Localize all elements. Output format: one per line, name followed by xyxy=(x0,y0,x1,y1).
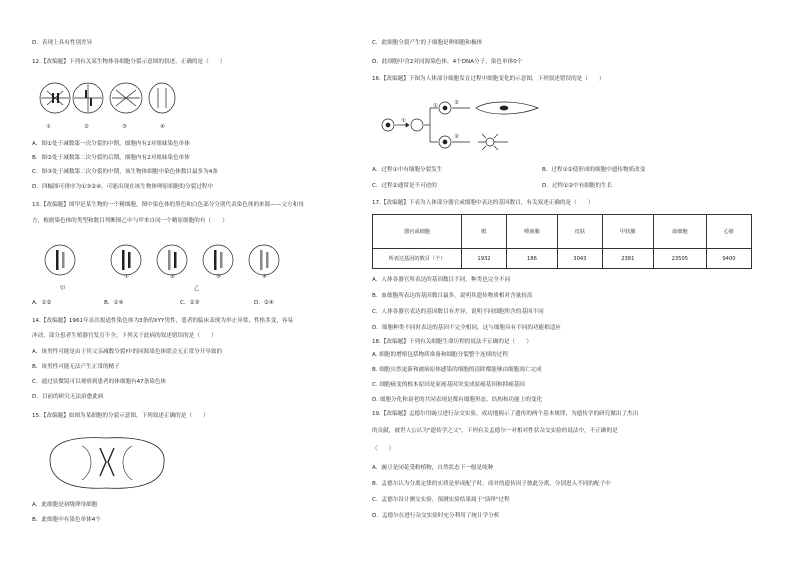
q15-option-b: B．此细胞中有染色单体4个 xyxy=(32,517,101,523)
q13-option-a: A．①② xyxy=(32,300,52,306)
q18-stem: 18.【改编题】下列有关细胞生命历程的说法不正确的是（ ） xyxy=(372,339,532,345)
q17-header-cell: 甲状腺 xyxy=(602,215,653,249)
q12-fig-label-3: ③ xyxy=(122,124,127,130)
q19-option-d: D．孟德尔在进行杂交实验时充分利用了统计学分析 xyxy=(372,513,500,519)
q17-data-cell: 9400 xyxy=(706,249,751,269)
q12-option-a: A．图①处于减数第一次分裂的中期，细胞内有2对姐妹染色单体 xyxy=(32,141,190,147)
q17-option-c: C．人体各器官表达的基因数目有差异，说明不同细胞所含的基因不同 xyxy=(372,309,544,315)
q16-stem: 16.【改编题】下图为人体部分细胞发育过程中细胞变化的示意图，下列叙述错误的是（ ） xyxy=(372,76,605,82)
q11-option-d: D．表现上具有性别差异 xyxy=(32,40,93,46)
q17-option-b: B．血细胞所表达的基因数目最多，说明其遗传物质相对含量较高 xyxy=(372,293,533,299)
q14-option-d: D．目前的研究无法治愈此病 xyxy=(32,394,104,400)
q18-option-a: A. 细胞的增殖包括物质准备和细胞分裂整个连续的过程 xyxy=(372,352,508,358)
q19-stem-line1: 19.【改编题】孟德尔用豌豆进行杂交实验，成功地揭示了遗传的两个基本规律，为遗传学的研究做出了杰出 xyxy=(372,411,639,417)
q13-fig-label-jia: 甲 xyxy=(60,286,66,292)
q13-fig-label-3: ③ xyxy=(216,274,221,280)
q16-fig-label-1b: ① xyxy=(433,103,438,109)
q15-option-a: A．此细胞是初级卵母细胞 xyxy=(32,502,98,508)
q15-stem: 15.【改编题】如图为某细胞的分裂示意图，下列叙述正确的是（ ） xyxy=(32,413,209,419)
q17-data-cell: 所表达基因的数目（个） xyxy=(373,249,462,269)
q15-option-c: C．此细胞分裂产生的子细胞是卵细胞和极体 xyxy=(372,40,483,46)
q17-data-cell: 3043 xyxy=(557,249,602,269)
q14-stem-line1: 14.【改编题】1961年首次报道性染色体为3条的XYY男性，患者的临床表现为举止异常，性格多变，容易 xyxy=(32,318,294,324)
q16-fig-label-2b: ② xyxy=(454,134,459,140)
q13-fig-label-2: ② xyxy=(170,274,175,280)
q13-stem-line2: 方，根据染色体的类型和数目判断图乙中与甲来自同一个精原细胞的有（ ） xyxy=(32,218,228,224)
q19-option-a: A．豌豆是闭花受粉植物，自然状态下一般是纯种 xyxy=(372,465,494,471)
q17-option-a: A．人体各器官所表达的基因数目不同，种类也完全不同 xyxy=(372,277,511,283)
q18-option-b: B. 细胞自然更新和被病原体感染的细胞的清除都能够由细胞凋亡完成 xyxy=(372,367,542,373)
q18-option-d: D. 细胞分化和衰老的共同表现是都有细胞形态、结构和功能上的变化 xyxy=(372,397,543,403)
q12-fig-label-4: ④ xyxy=(160,124,165,130)
q17-header-cell: 皮肤 xyxy=(557,215,602,249)
q14-stem-line2: 冲动，部分患者生殖器官发育不全。下列关于此病的叙述错误的是（ ） xyxy=(32,333,217,339)
q16-fig-label-1a: ① xyxy=(401,118,406,124)
q17-option-d: D．细胞种类不同时表达的基因不完全相同，这与细胞具有不同的功能相适应 xyxy=(372,325,561,331)
q12-fig-label-2: ② xyxy=(84,124,89,130)
q17-table-data-row xyxy=(373,249,752,269)
q17-data-cell: 186 xyxy=(507,249,558,269)
q14-option-c: C．通过显微镜可以观察到患者的体细胞有47条染色体 xyxy=(32,379,167,385)
q13-stem-line1: 13.【改编题】图甲是某生物的一个精细胞，图中染色体的黑色和白色部分分别代表染色体的来源——父方和母 xyxy=(32,202,304,208)
q14-option-a: A．该男性可能是由于其父亲减数分裂Ⅰ中的同源染色体联会无正常分开导致的 xyxy=(32,349,223,355)
q13-fig-label-1: ① xyxy=(124,274,129,280)
q12-cell-division-figure xyxy=(38,76,188,124)
q17-data-cell: 2381 xyxy=(602,249,653,269)
q13-option-c: C．②③ xyxy=(180,300,200,306)
q12-option-d: D．四幅图可排序为①③②④，可能出现在该生物体卵原细胞的分裂过程中 xyxy=(32,184,213,190)
q16-option-c: C．过程②通常是不可逆的 xyxy=(372,183,437,189)
q17-data-cell: 1932 xyxy=(462,249,507,269)
q17-stem: 17.【改编题】下表为人体部分器官或细胞中表达的基因数目，有关叙述正确的是（ ） xyxy=(372,200,594,206)
q16-fig-label-2a: ② xyxy=(454,100,459,106)
q19-option-c: C．孟德尔设计测交实验，预测实验结果属于"演绎"过程 xyxy=(372,497,510,503)
q17-header-cell: 器官或细胞 xyxy=(373,215,462,249)
q16-option-a: A．过程①中有细胞分裂发生 xyxy=(372,167,443,173)
q14-option-b: B．该男性可能无法产生正常的精子 xyxy=(32,364,120,370)
q17-table-header-row xyxy=(373,215,752,249)
q16-option-b: B．过程①②使形成的细胞中遗传物质改变 xyxy=(542,167,646,173)
q17-gene-table xyxy=(372,214,752,269)
q13-option-d: D．②④ xyxy=(254,300,274,306)
q12-fig-label-1: ① xyxy=(46,124,51,130)
q13-option-b: B．①④ xyxy=(104,300,124,306)
q18-option-c: C. 细胞癌变的根本原因是原癌基因突变成原癌基因和抑癌基因 xyxy=(372,382,525,388)
q17-header-cell: 唾液腺 xyxy=(507,215,558,249)
q16-option-d: D．过程①②中有细胞的生长 xyxy=(542,183,613,189)
q15-cell-figure xyxy=(42,430,172,496)
q19-stem-line2: 的贡献，被世人公认为"遗传学之父"。下列有关孟德尔一对相对性状杂交实验的说法中，不正确的是 xyxy=(372,428,618,434)
q13-fig-label-yi: 乙 xyxy=(194,286,200,292)
q12-option-b: B．图②处于减数第二次分裂的后期，细胞内有2对姐妹染色单体 xyxy=(32,155,190,161)
q12-stem: 12.【改编题】下列有关某生物体各细胞分裂示意图的叙述，正确的是（ ） xyxy=(32,59,226,65)
q15-option-d: D．此细胞中含2对同源染色体，4个DNA分子，染色单体0个 xyxy=(372,59,523,65)
q17-header-cell: 眼 xyxy=(462,215,507,249)
q17-header-cell: 血细胞 xyxy=(653,215,706,249)
q12-option-c: C．图③处于减数第二次分裂的中期，该生物体细胞中染色体数目最多为4条 xyxy=(32,169,218,175)
q17-header-cell: 心脏 xyxy=(706,215,751,249)
q13-fig-label-4: ④ xyxy=(262,274,267,280)
q19-option-b: B．孟德尔认为分离定律的实质是形成配子时，成对的遗传因子彼此分离，分别进入不同的配子中 xyxy=(372,481,611,487)
q17-data-cell: 23505 xyxy=(653,249,706,269)
q19-stem-line3: （ ） xyxy=(372,446,395,452)
